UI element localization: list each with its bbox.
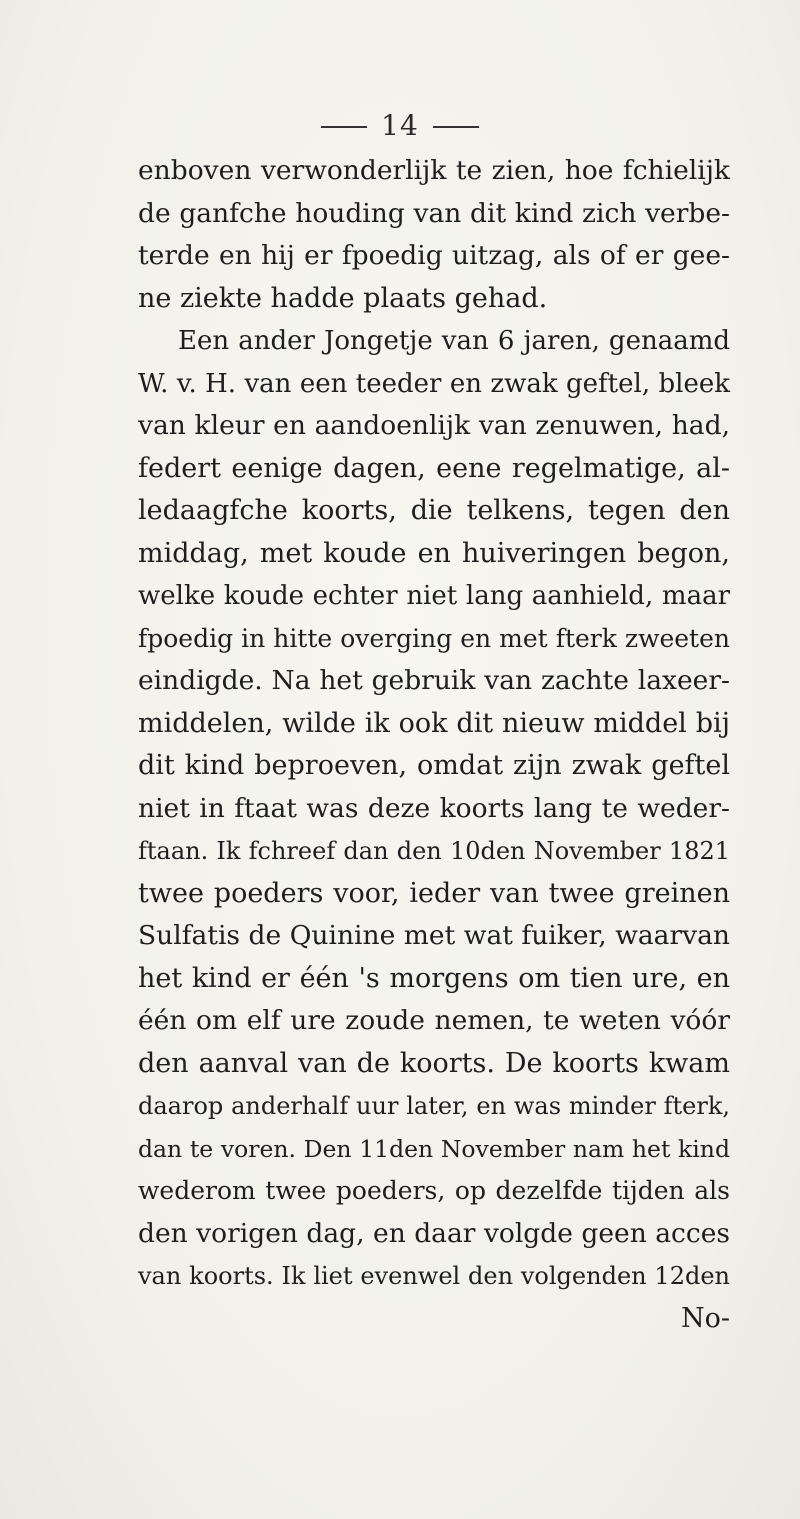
text-line: welke koude echter niet lang aanhield, maar	[138, 581, 730, 611]
text-line: ledaagfche koorts, die telkens, tegen den	[138, 495, 730, 526]
text-line: enboven verwonderlijk te zien, hoe fchielijk	[138, 155, 730, 186]
text-line: dit kind beproeven, omdat zijn zwak geftel	[138, 750, 730, 781]
text-line: federt eenige dagen, eene regelmatige, al-	[138, 452, 730, 484]
text-line: dan te voren. Den 11den November nam het kind	[138, 1134, 730, 1163]
body-text	[138, 150, 730, 1340]
text-line: terde en hij er fpoedig uitzag, als of er gee-	[138, 240, 730, 271]
text-line: middag, met koude en huiveringen begon,	[138, 537, 730, 569]
catchword: No-	[680, 1302, 730, 1334]
text-line: den aanval van de koorts. De koorts kwam	[138, 1047, 730, 1079]
text-line: niet in ftaat was deze koorts lang te weder-	[138, 792, 730, 824]
page-header	[0, 108, 800, 143]
text-line: het kind er één 's morgens om tien ure, en	[138, 962, 730, 994]
text-line: den vorigen dag, en daar volgde geen acces	[138, 1217, 730, 1249]
header-dash-right	[433, 126, 479, 128]
text-line: ftaan. Ik fchreef dan den 10den November 1821	[138, 837, 730, 865]
text-line: middelen, wilde ik ook dit nieuw middel bij	[138, 707, 730, 739]
text-line: de ganfche houding van dit kind zich verbe-	[138, 197, 730, 229]
text-line: ne ziekte hadde plaats gehad.	[138, 282, 548, 314]
text-line: wederom twee poeders, op dezelfde tijden als	[138, 1176, 730, 1205]
text-line: één om elf ure zoude nemen, te weten vóór	[138, 1005, 730, 1036]
header-dash-left	[321, 126, 367, 128]
text-line: van kleur en aandoenlijk van zenuwen, had,	[138, 410, 730, 441]
page-number: 14	[381, 109, 419, 142]
text-line: twee poeders voor, ieder van twee greinen	[138, 877, 730, 909]
text-line: Een ander Jongetje van 6 jaren, genaamd	[178, 326, 730, 356]
text-line: van koorts. Ik liet evenwel den volgenden 12den	[138, 1262, 730, 1290]
text-line: Sulfatis de Quinine met wat fuiker, waarvan	[138, 920, 730, 951]
text-line: W. v. H. van een teeder en zwak geftel, bleek	[138, 368, 730, 399]
text-line: eindigde. Na het gebruik van zachte laxeer-	[138, 665, 730, 696]
text-line: daarop anderhalf uur later, en was minder fterk,	[138, 1092, 730, 1120]
text-line: fpoedig in hitte overging en met fterk zweeten	[138, 623, 730, 653]
